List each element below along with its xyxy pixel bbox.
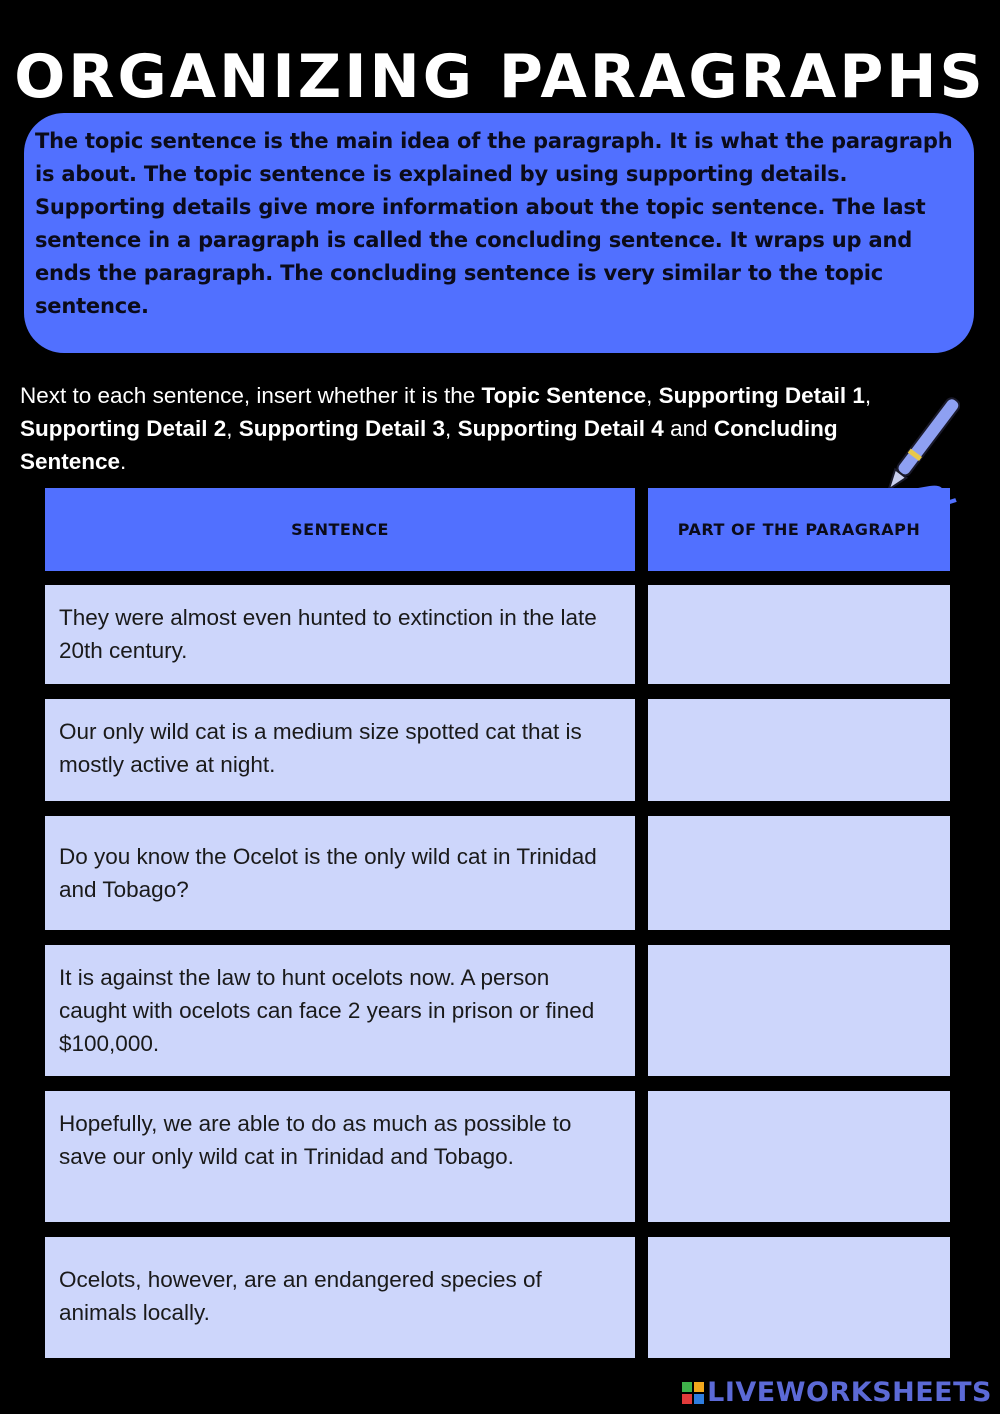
instructions-text: Next to each sentence, insert whether it is the — [20, 383, 482, 408]
answer-cell[interactable] — [648, 1237, 950, 1358]
answer-cell[interactable] — [648, 585, 950, 684]
instructions-period: . — [120, 449, 127, 474]
answer-cell[interactable] — [648, 945, 950, 1076]
header-part: PART OF THE PARAGRAPH — [648, 488, 950, 571]
header-sentence: SENTENCE — [45, 488, 635, 571]
answer-cell[interactable] — [648, 699, 950, 801]
liveworksheets-logo-icon — [682, 1382, 704, 1404]
intro-box — [24, 113, 974, 353]
watermark-text: LIVEWORKSHEETS — [707, 1377, 992, 1408]
instructions-sd3: Supporting Detail 3 — [238, 416, 446, 441]
instructions-sd4: Supporting Detail 4 — [457, 416, 664, 441]
intro-text: The topic sentence is the main idea of the paragraph. It is what the paragraph is about. The topic sentence is explained by using supporting details. Supporting details give more information about the topic sentence. The last sentence in a paragraph is called the concluding sentence. It wraps up and ends the paragraph. The concluding sentence is very similar to the topic sentence. — [35, 129, 953, 318]
answer-cell[interactable] — [648, 816, 950, 930]
instructions-sd2: Supporting Detail 2 — [20, 416, 227, 441]
sentence-cell: Do you know the Ocelot is the only wild cat in Trinidad and Tobago? — [45, 816, 635, 930]
sentence-cell: It is against the law to hunt ocelots now. A person caught with ocelots can face 2 years in prison or fined $100,000. — [45, 945, 635, 1076]
watermark — [682, 1377, 992, 1408]
instructions-sep: , — [646, 383, 659, 408]
instructions-sep: , — [864, 383, 872, 408]
sentence-cell: They were almost even hunted to extinction in the late 20th century. — [45, 585, 635, 684]
instructions-and: and — [663, 416, 714, 441]
instructions-sd1: Supporting Detail 1 — [658, 383, 865, 408]
page-title: ORGANIZING PARAGRAPHS — [14, 42, 986, 112]
instructions-sep: , — [445, 416, 458, 441]
sentence-cell: Ocelots, however, are an endangered species of animals locally. — [45, 1237, 635, 1358]
instructions-concluding: Concluding Sentence — [20, 416, 838, 474]
instructions — [20, 379, 945, 478]
instructions-sep: , — [226, 416, 239, 441]
sentence-cell: Hopefully, we are able to do as much as possible to save our only wild cat in Trinidad and Tobago. — [45, 1091, 635, 1222]
instructions-topic: Topic Sentence — [481, 383, 647, 408]
sentence-cell: Our only wild cat is a medium size spotted cat that is mostly active at night. — [45, 699, 635, 801]
answer-cell[interactable] — [648, 1091, 950, 1222]
